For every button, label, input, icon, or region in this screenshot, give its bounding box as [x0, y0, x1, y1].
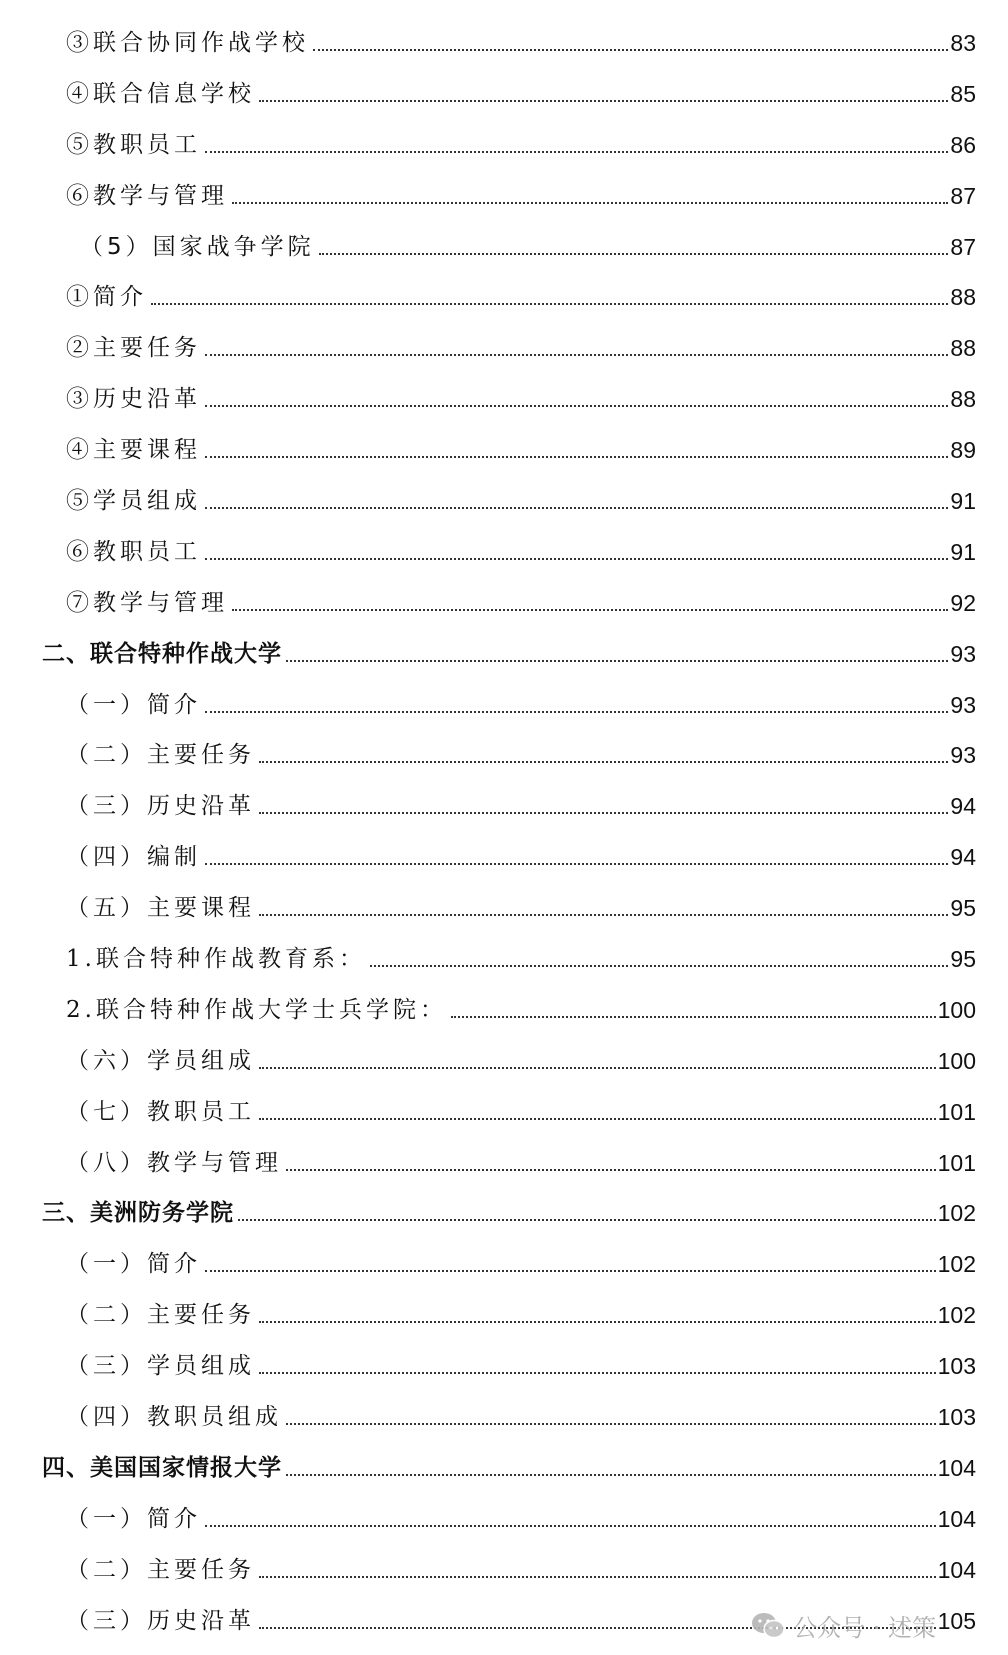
toc-entry[interactable]	[0, 629, 1008, 680]
dot-leader	[259, 1066, 936, 1069]
toc-entry-title: （二）主要任务	[66, 1302, 255, 1329]
toc-entry-title: ③联合协同作战学校	[66, 29, 309, 56]
toc-entry[interactable]	[0, 120, 1008, 171]
toc-entry-page-number: 104	[937, 1556, 976, 1583]
toc-entry-page-number: 91	[950, 487, 976, 514]
toc-entry-page-number: 87	[950, 233, 976, 260]
toc-entry[interactable]	[0, 1036, 1008, 1087]
toc-entry-page-number: 88	[950, 284, 976, 311]
dot-leader	[259, 99, 948, 102]
dot-leader	[259, 811, 948, 814]
toc-entry-title: 二、联合特种作战大学	[42, 640, 282, 667]
toc-entry-title: （一）简介	[66, 1251, 201, 1278]
dot-leader	[259, 1117, 936, 1120]
toc-entry-title: ⑥教学与管理	[66, 182, 228, 209]
dot-leader	[451, 1015, 936, 1018]
toc-entry-title: （六）学员组成	[66, 1047, 255, 1074]
toc-entry[interactable]	[0, 18, 1008, 69]
toc-entry-title: （三）历史沿革	[66, 793, 255, 820]
toc-entry-page-number: 101	[937, 1149, 976, 1176]
toc-entry[interactable]	[0, 1087, 1008, 1138]
toc-entry[interactable]	[0, 1545, 1008, 1596]
toc-entry-title: （二）主要任务	[66, 1556, 255, 1583]
toc-entry-page-number: 101	[937, 1098, 976, 1125]
dot-leader	[205, 150, 948, 153]
dot-leader	[238, 1218, 936, 1221]
toc-entry-title: （七）教职员工	[66, 1098, 255, 1125]
toc-entry[interactable]	[0, 425, 1008, 476]
toc-entry-title: （一）简介	[66, 1505, 201, 1532]
toc-entry-page-number: 102	[937, 1200, 976, 1227]
toc-entry-title: （二）主要任务	[66, 742, 255, 769]
toc-entry-page-number: 102	[937, 1251, 976, 1278]
dot-leader	[259, 1575, 936, 1578]
toc-entry[interactable]	[0, 985, 1008, 1036]
toc-entry-title: （三）历史沿革	[66, 1607, 255, 1634]
toc-entry-page-number: 95	[950, 945, 976, 972]
toc-entry-title: （八）教学与管理	[66, 1149, 282, 1176]
toc-entry-page-number: 102	[937, 1302, 976, 1329]
toc-entry[interactable]	[0, 476, 1008, 527]
toc-entry-page-number: 105	[937, 1607, 976, 1634]
toc-entry-title: ③历史沿革	[66, 386, 201, 413]
dot-leader	[232, 608, 948, 611]
toc-entry-title: （四）编制	[66, 844, 201, 871]
toc-entry-page-number: 100	[937, 1047, 976, 1074]
toc-entry-page-number: 89	[950, 437, 976, 464]
toc-entry[interactable]	[0, 883, 1008, 934]
toc-entry-page-number: 88	[950, 335, 976, 362]
dot-leader	[205, 455, 948, 458]
toc-entry-title: 四、美国国家情报大学	[42, 1454, 282, 1481]
toc-entry[interactable]	[0, 730, 1008, 781]
toc-entry-page-number: 91	[950, 538, 976, 565]
toc-entry[interactable]	[0, 1494, 1008, 1545]
toc-entry-page-number: 104	[937, 1454, 976, 1481]
toc-entry-page-number: 93	[950, 640, 976, 667]
dot-leader	[205, 353, 948, 356]
dot-leader	[205, 506, 948, 509]
toc-entry-page-number: 93	[950, 691, 976, 718]
toc-entry[interactable]	[0, 171, 1008, 222]
wechat-icon	[751, 1612, 785, 1640]
dot-leader	[232, 201, 948, 204]
toc-entry-title: 三、美洲防务学院	[42, 1200, 234, 1227]
dot-leader	[319, 252, 949, 255]
toc-entry-page-number: 86	[950, 131, 976, 158]
dot-leader	[259, 760, 948, 763]
toc-entry[interactable]	[0, 1290, 1008, 1341]
watermark	[751, 1608, 936, 1643]
toc-entry-page-number: 94	[950, 844, 976, 871]
toc-entry-page-number: 100	[937, 996, 976, 1023]
toc-entry-page-number: 104	[937, 1505, 976, 1532]
toc-entry[interactable]	[0, 1392, 1008, 1443]
toc-entry[interactable]	[0, 832, 1008, 883]
toc-entry-page-number: 103	[937, 1353, 976, 1380]
dot-leader	[151, 302, 948, 305]
dot-leader	[286, 659, 948, 662]
toc-entry[interactable]	[0, 272, 1008, 323]
toc-entry-title: （一）简介	[66, 691, 201, 718]
toc-entry-title: ⑤学员组成	[66, 487, 201, 514]
dot-leader	[286, 1473, 936, 1476]
toc-entry[interactable]	[0, 1443, 1008, 1494]
dot-leader	[205, 1269, 936, 1272]
toc-entry-title: ⑤教职员工	[66, 131, 201, 158]
toc-entry-page-number: 85	[950, 80, 976, 107]
dot-leader	[286, 1422, 936, 1425]
toc-entry-title: ②主要任务	[66, 335, 201, 362]
toc-entry-page-number: 94	[950, 793, 976, 820]
toc-entry[interactable]	[0, 1188, 1008, 1239]
toc-entry[interactable]	[0, 323, 1008, 374]
toc-entry[interactable]	[0, 781, 1008, 832]
dot-leader	[205, 710, 948, 713]
dot-leader	[313, 48, 948, 51]
watermark-text: 公众号 · 述策	[793, 1614, 936, 1642]
dot-leader	[205, 557, 948, 560]
dot-leader	[286, 1168, 936, 1171]
toc-entry[interactable]	[0, 69, 1008, 120]
toc-entry-page-number: 83	[950, 29, 976, 56]
dot-leader	[205, 404, 948, 407]
toc-entry-page-number: 88	[950, 386, 976, 413]
toc-entry-title: （三）学员组成	[66, 1353, 255, 1380]
toc-entry[interactable]	[0, 1138, 1008, 1189]
toc-entry[interactable]	[0, 374, 1008, 425]
toc-entry-title: ④主要课程	[66, 437, 201, 464]
toc-entry[interactable]	[0, 222, 1008, 273]
dot-leader	[205, 862, 948, 865]
toc-entry-title: （5）国家战争学院	[80, 233, 315, 260]
dot-leader	[370, 964, 948, 967]
toc-entry-page-number: 93	[950, 742, 976, 769]
toc-entry-title: 2.联合特种作战大学士兵学院：	[66, 996, 447, 1023]
dot-leader	[259, 913, 948, 916]
toc-entry-title: ①简介	[66, 284, 147, 311]
toc-entry-title: ④联合信息学校	[66, 80, 255, 107]
toc-entry-page-number: 103	[937, 1403, 976, 1430]
dot-leader	[205, 1524, 936, 1527]
toc-entry[interactable]	[0, 680, 1008, 731]
toc-entry[interactable]	[0, 578, 1008, 629]
toc-entry[interactable]	[0, 934, 1008, 985]
dot-leader	[259, 1371, 936, 1374]
toc-entry[interactable]	[0, 527, 1008, 578]
toc-entry[interactable]	[0, 1239, 1008, 1290]
dot-leader	[259, 1320, 936, 1323]
toc-entry-title: ⑦教学与管理	[66, 589, 228, 616]
toc-entry-title: 1.联合特种作战教育系：	[66, 945, 366, 972]
toc-entry-page-number: 87	[950, 182, 976, 209]
table-of-contents	[0, 18, 1008, 1647]
toc-entry[interactable]	[0, 1341, 1008, 1392]
toc-entry-title: （五）主要课程	[66, 895, 255, 922]
toc-entry-page-number: 95	[950, 895, 976, 922]
toc-entry-title: （四）教职员组成	[66, 1403, 282, 1430]
toc-entry-title: ⑥教职员工	[66, 538, 201, 565]
toc-entry-page-number: 92	[950, 589, 976, 616]
